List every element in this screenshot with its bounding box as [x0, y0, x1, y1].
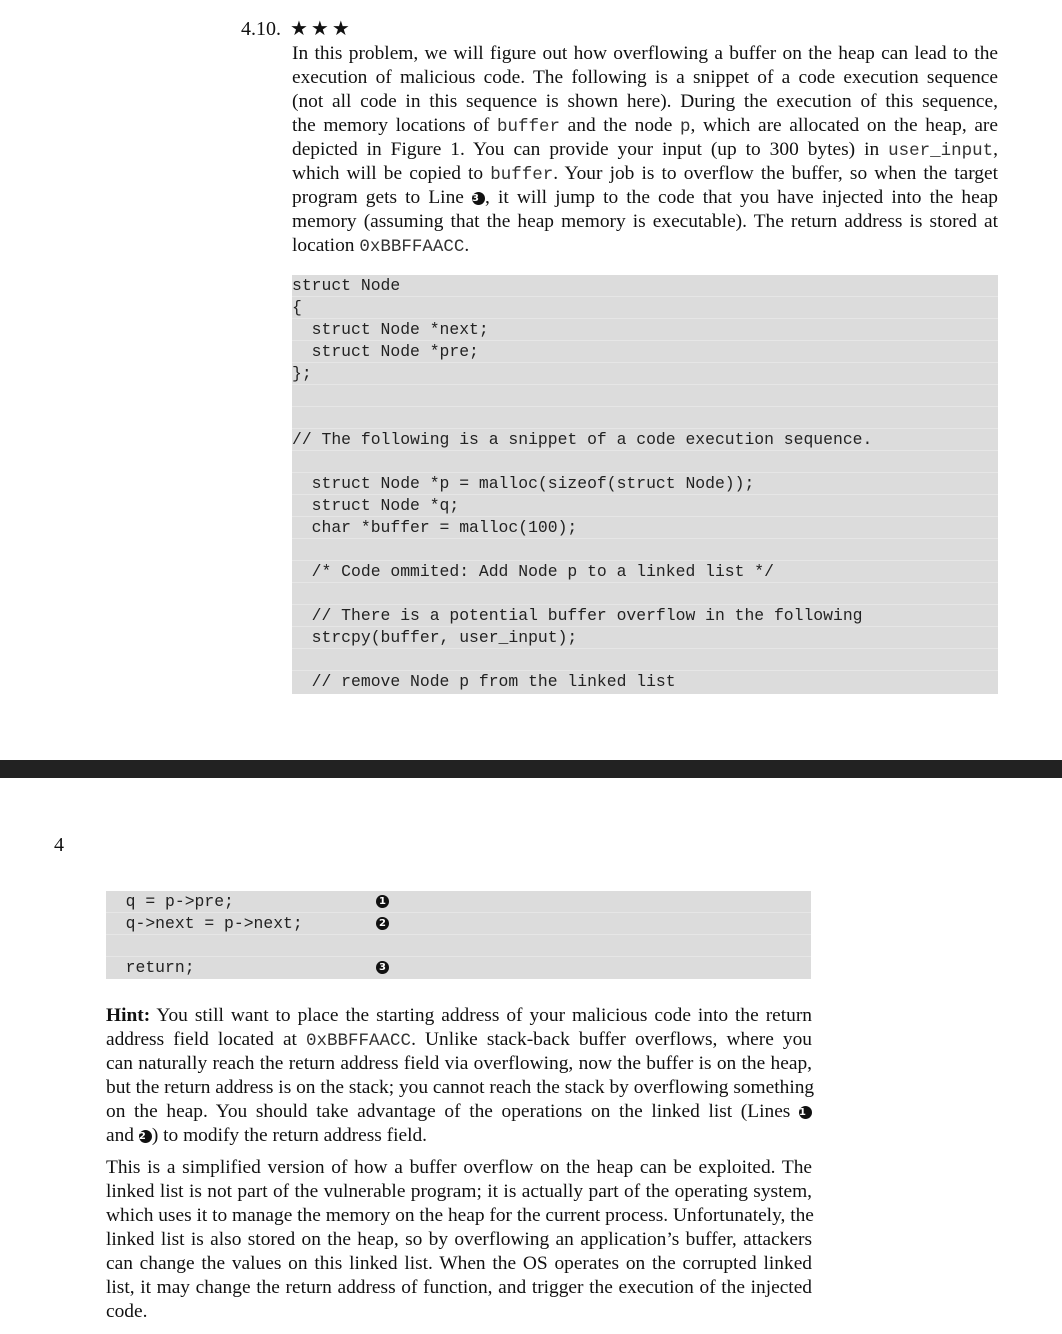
page-divider [0, 760, 1062, 778]
code-line: return; 3 [106, 957, 811, 978]
paragraph-line: can change the values on this linked list. When the OS operates on the corrupted linked [106, 1253, 812, 1274]
problem-line: program gets to Line 3 , it will jump to the code that you have injected into the heap [292, 187, 999, 208]
code-line [292, 385, 998, 407]
hint-paragraph [106, 1004, 815, 1148]
hint-line: on the heap. You should take advantage of the operations on the linked list (Lines 1 [106, 1100, 812, 1124]
paragraph-line: code. [106, 1301, 148, 1322]
code-line: q->next = p->next; 2 [106, 913, 811, 935]
code-line: strcpy(buffer, user_input); [292, 627, 998, 649]
line-marker-2: 2 [139, 1130, 152, 1143]
code-line: // The following is a snippet of a code execution sequence. [292, 429, 998, 451]
code-line: char *buffer = malloc(100); [292, 517, 998, 539]
problem-line: depicted in Figure 1. You can provide your input (up to 300 bytes) in user_input, [292, 139, 998, 161]
code-line [292, 539, 998, 561]
code-line: struct Node [292, 275, 998, 297]
problem-line: which will be copied to buffer. Your job is to overflow the buffer, so when the target [292, 163, 998, 185]
code-line: }; [292, 363, 998, 385]
problem-statement [292, 42, 998, 258]
paragraph-line: which uses it to manage the memory on the heap for the current process. Unfortunately, the [106, 1205, 814, 1226]
code-line: struct Node *q; [292, 495, 998, 517]
inline-code: 0xBBFFAACC [359, 237, 465, 257]
code-line [292, 407, 998, 429]
problem-line: (not all code in this sequence is shown here). During the execution of this sequence, [292, 91, 998, 112]
paragraph-line: This is a simplified version of how a buffer overflow on the heap can be exploited. The [106, 1157, 812, 1178]
code-line: struct Node *pre; [292, 341, 998, 363]
page-number: 4 [54, 834, 64, 856]
hint-line: address field located at 0xBBFFAACC. Unlike stack-back buffer overflows, where you [106, 1029, 812, 1051]
code-line: // remove Node p from the linked list [292, 672, 676, 691]
code-line: /* Code ommited: Add Node p to a linked list */ [292, 561, 998, 583]
inline-code: p [679, 117, 691, 137]
inline-code: buffer [497, 117, 561, 137]
code-line [292, 583, 998, 605]
line-marker-3: 3 [376, 961, 389, 974]
problem-header [241, 16, 353, 42]
paragraph-line: linked list is not part of the vulnerable program; it is actually part of the operating system, [106, 1181, 812, 1202]
hint-line: and 2 ) to modify the return address field. [106, 1125, 428, 1146]
code-listing-continued [106, 891, 811, 979]
problem-line: memory (assuming that the heap memory is executable). The return address is stored at [292, 211, 998, 232]
code-line: struct Node *p = malloc(sizeof(struct Node)); [292, 473, 998, 495]
paragraph-line: list, it may change the return address of function, and trigger the execution of the injected [106, 1277, 812, 1298]
paragraph-line: linked list is also stored on the heap, so by overflowing an application’s buffer, attackers [106, 1229, 812, 1250]
inline-code: buffer [490, 165, 554, 185]
problem-line: execution of malicious code. The following is a snippet of a code execution sequence [292, 67, 998, 88]
code-line [292, 649, 998, 671]
hint-line: can naturally reach the return address field via overflowing, now the buffer is on the heap, [106, 1053, 812, 1074]
code-line: { [292, 297, 998, 319]
code-line [292, 451, 998, 473]
line-marker-3: 3 [472, 192, 485, 205]
line-marker-1: 1 [376, 895, 389, 908]
problem-line: the memory locations of buffer and the node p, which are allocated on the heap, are [292, 115, 998, 137]
difficulty-stars: ★★★ [290, 18, 353, 40]
problem-line: location 0xBBFFAACC. [292, 235, 470, 257]
problem-line: In this problem, we will figure out how overflowing a buffer on the heap can lead to the [292, 43, 998, 64]
hint-line: Hint: You still want to place the starting address of your malicious code into the return [106, 1005, 812, 1026]
code-listing-main [292, 275, 998, 694]
inline-code: user_input [888, 141, 994, 161]
line-marker-1: 1 [799, 1106, 812, 1119]
inline-code: 0xBBFFAACC [306, 1031, 412, 1051]
code-line [106, 935, 811, 957]
line-marker-2: 2 [376, 917, 389, 930]
hint-label: Hint: [106, 1005, 151, 1026]
code-line: struct Node *next; [292, 319, 998, 341]
hint-line: but the return address is on the stack; you cannot reach the stack by overflowing something [106, 1077, 815, 1098]
explanation-paragraph [106, 1156, 812, 1324]
code-line: // There is a potential buffer overflow in the following [292, 605, 998, 627]
problem-number: 4.10. [241, 18, 281, 40]
code-line: q = p->pre; 1 [106, 891, 811, 913]
